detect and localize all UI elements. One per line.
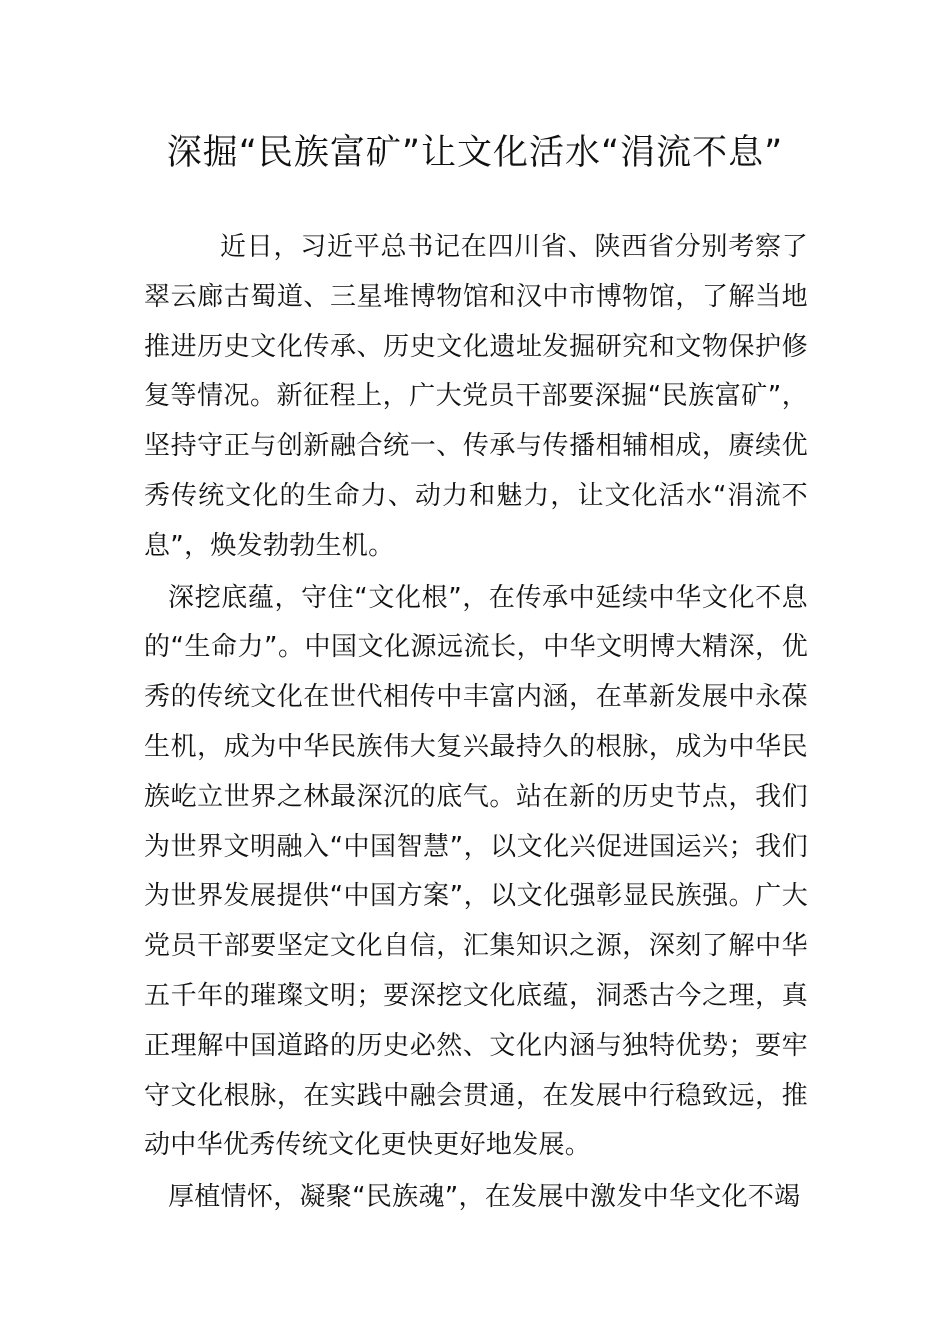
paragraph-culture-root: 深挖底蕴，守住“文化根”，在传承中延续中华文化不息的“生命力”。中国文化源远流长，中华文明博大精深，优秀的传统文化在世代相传中丰富内涵，在革新发展中永葆生机，成为中华民族伟大复兴最持久的根脉，成为中华民族屹立世界之林最深沉的底气。站在新的历史节点，我们为世界文明融入“中国智慧”，以文化兴促进国运兴；我们为世界发展提供“中国方案”，以文化强彰显民族强。广大党员干部要坚定文化自信，汇集知识之源，深刻了解中华五千年的璀璨文明；要深挖文化底蕴，洞悉古今之理，真正理解中国道路的历史必然、文化内涵与独特优势；要牢守文化根脉，在实践中融会贯通，在发展中行稳致远，推动中华优秀传统文化更快更好地发展。: [144, 582, 808, 1161]
paragraph-intro: 近日，习近平总书记在四川省、陕西省分别考察了翠云廊古蜀道、三星堆博物馆和汉中市博物馆，了解当地推进历史文化传承、历史文化遗址发掘研究和文物保护修复等情况。新征程上，广大党员干部要深掘“民族富矿”，坚持守正与创新融合统一、传承与传播相辅相成，赓续优秀传统文化的生命力、动力和魅力，让文化活水“涓流不息”，焕发勃勃生机。: [144, 232, 808, 561]
document-body: [144, 223, 808, 1223]
paragraph-national-soul: 厚植情怀，凝聚“民族魂”，在发展中激发中华文化不竭: [168, 1182, 801, 1213]
document-title: 深掘“民族富矿”让文化活水“涓流不息”: [166, 133, 784, 173]
